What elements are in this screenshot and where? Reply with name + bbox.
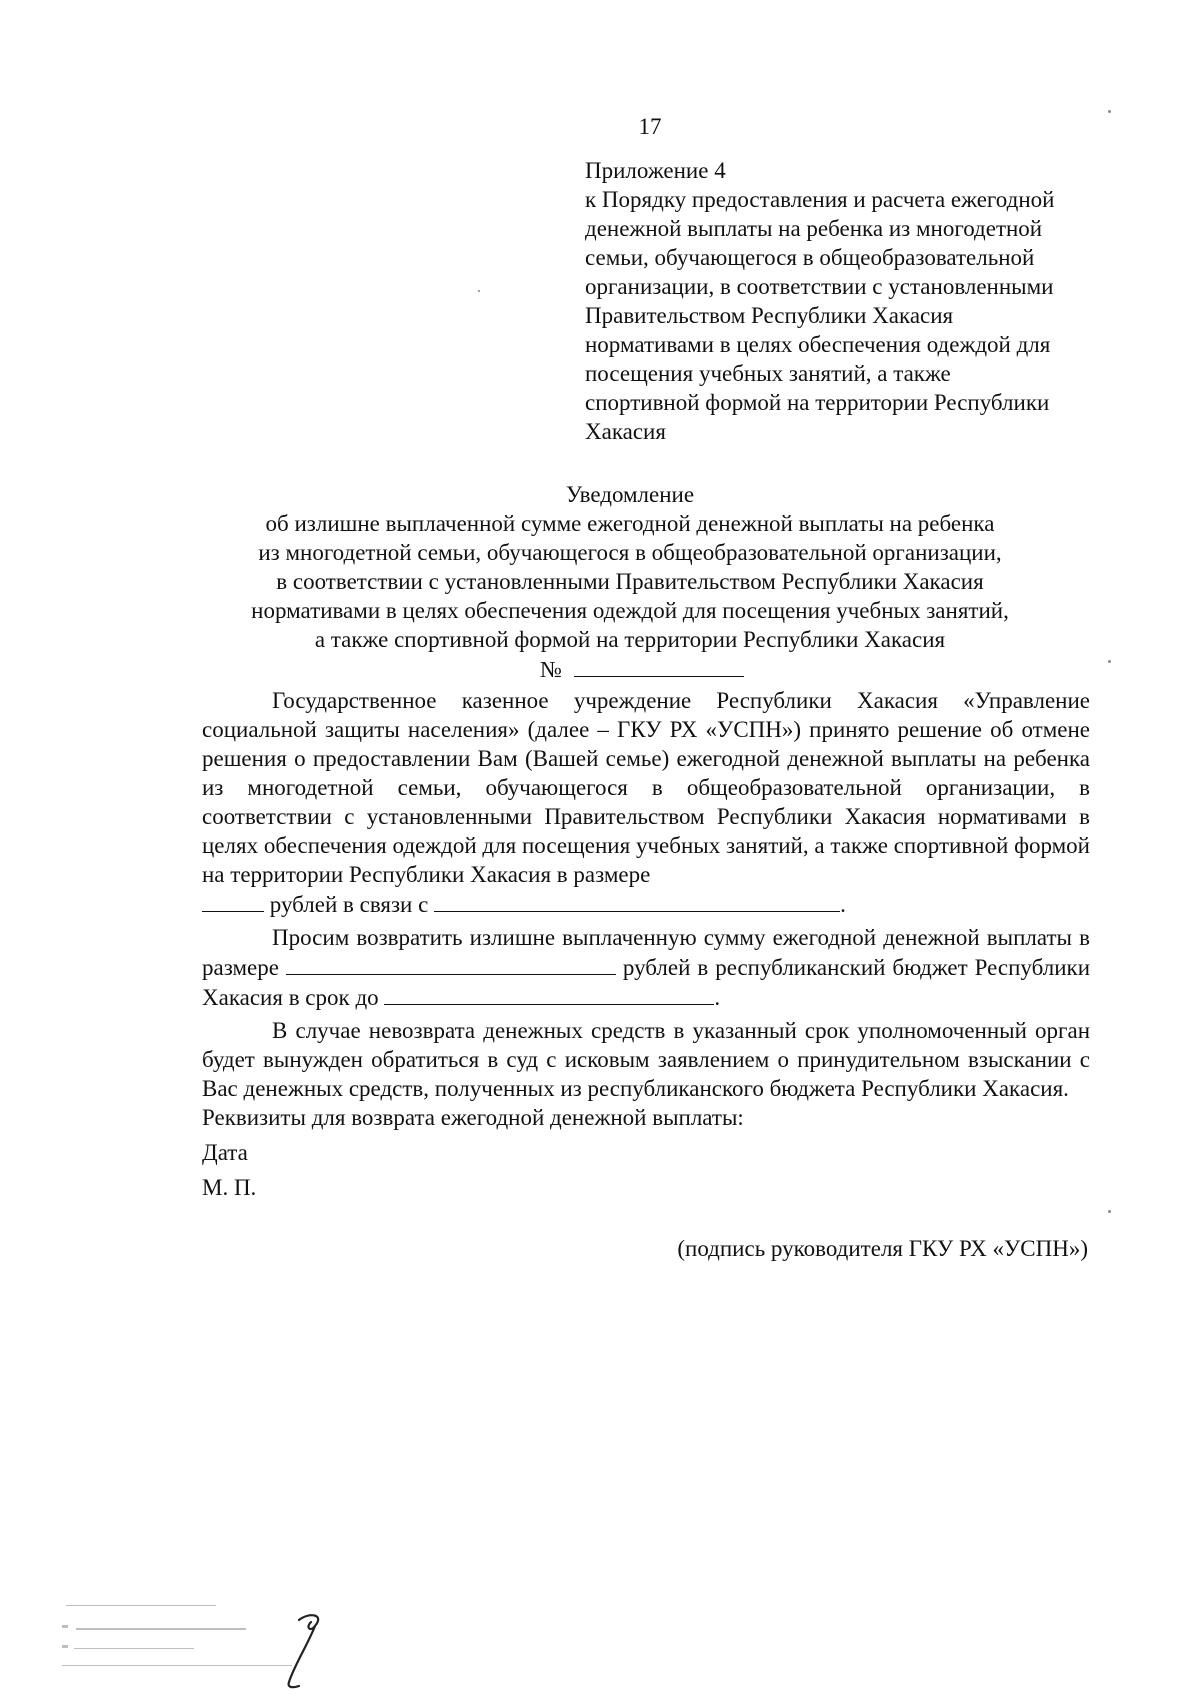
notice-subtitle-line: из многодетной семьи, обучающегося в общеобразовательной организации,	[258, 540, 1002, 565]
paragraph-decision-tail	[202, 889, 1090, 919]
amount-blank-field[interactable]	[202, 889, 264, 912]
appendix-line: к Порядку предоставления и расчета ежегодной	[585, 187, 1055, 212]
appendix-line: нормативами в целях обеспечения одеждой для	[585, 332, 1051, 357]
appendix-line: Хакасия	[585, 419, 666, 444]
notice-subtitle-line: в соответствии с установленными Правительством Республики Хакасия	[276, 569, 984, 594]
seal-label: М. П.	[202, 1175, 257, 1200]
scan-speck	[1108, 110, 1111, 113]
paragraph-warning-text: В случае невозврата денежных средств в указанный срок уполномоченный орган будет вынужден обратиться в суд с исковым заявлением о принудительном взыскании с Вас денежных средств, полученных из республиканского бюджета Республики Хакасия.	[202, 1018, 1090, 1101]
handwritten-mark-image	[285, 1612, 345, 1692]
notice-body	[202, 686, 1090, 1202]
paragraph-request-mid: рублей в республиканский бюджет Республики Хакасия в срок до	[202, 955, 1091, 1010]
reason-blank-field[interactable]	[434, 889, 840, 912]
appendix-line: семьи, обучающегося в общеобразовательной	[585, 245, 1035, 270]
faint-stamp-image	[62, 1595, 292, 1675]
paragraph-decision-text: Государственное казенное учреждение Республики Хакасия «Управление социальной защиты населения» (далее – ГКУ РХ «УСПН») принято решение об отмене решения о предоставлении Вам (Вашей семье) ежегодной денежной выплаты на ребенка из многодетной семьи, обучающегося в общеобразовательной организации, в соответствии с установленными Правительством Республики Хакасия нормативами в целях обеспечения одеждой для посещения учебных занятий, а также спортивной формой на территории Республики Хакасия в размере	[202, 688, 1090, 887]
scan-speck	[1108, 1210, 1111, 1213]
refund-amount-blank-field[interactable]	[286, 952, 616, 975]
appendix-line: денежной выплаты на ребенка из многодетной	[585, 216, 1043, 241]
appendix-line: Правительством Республики Хакасия	[585, 303, 954, 328]
paragraph-request-start: Просим возвратить излишне выплаченную сумму ежегодной денежной выплаты в размере	[202, 925, 1090, 980]
appendix-line: посещения учебных занятий, а также	[585, 361, 951, 386]
appendix-line: спортивной формой на территории Республики	[585, 390, 1050, 415]
notice-title: Уведомление	[565, 482, 695, 507]
paragraph-request	[202, 923, 1090, 1012]
signature-caption: (подпись руководителя ГКУ РХ «УСПН»)	[677, 1236, 1088, 1261]
notice-subtitle-line: об излишне выплаченной сумме ежегодной денежной выплаты на ребенка	[265, 511, 995, 536]
paragraph-warning	[202, 1016, 1090, 1103]
date-label: Дата	[202, 1140, 248, 1165]
appendix-line: организации, в соответствии с установленными	[585, 274, 1054, 299]
appendix-line: Приложение 4	[585, 158, 726, 183]
paragraph-decision	[202, 686, 1090, 889]
scan-speck	[478, 290, 480, 292]
number-blank-field[interactable]	[574, 654, 744, 677]
requisites-label: Реквизиты для возврата ежегодной денежной выплаты:	[202, 1105, 744, 1130]
notice-number	[540, 654, 760, 684]
notice-subtitle	[130, 509, 1130, 654]
sentence-end: .	[714, 985, 721, 1010]
number-label: №	[540, 657, 562, 682]
page-number: 17	[638, 114, 662, 139]
sentence-end: .	[840, 892, 846, 917]
notice-subtitle-line: нормативами в целях обеспечения одеждой для посещения учебных занятий,	[251, 598, 1009, 623]
appendix-header	[585, 156, 1125, 446]
notice-subtitle-line: а также спортивной формой на территории Республики Хакасия	[314, 627, 946, 652]
rubles-reason-label: рублей в связи с	[269, 892, 429, 917]
deadline-blank-field[interactable]	[384, 982, 714, 1005]
scan-speck	[1108, 660, 1111, 663]
